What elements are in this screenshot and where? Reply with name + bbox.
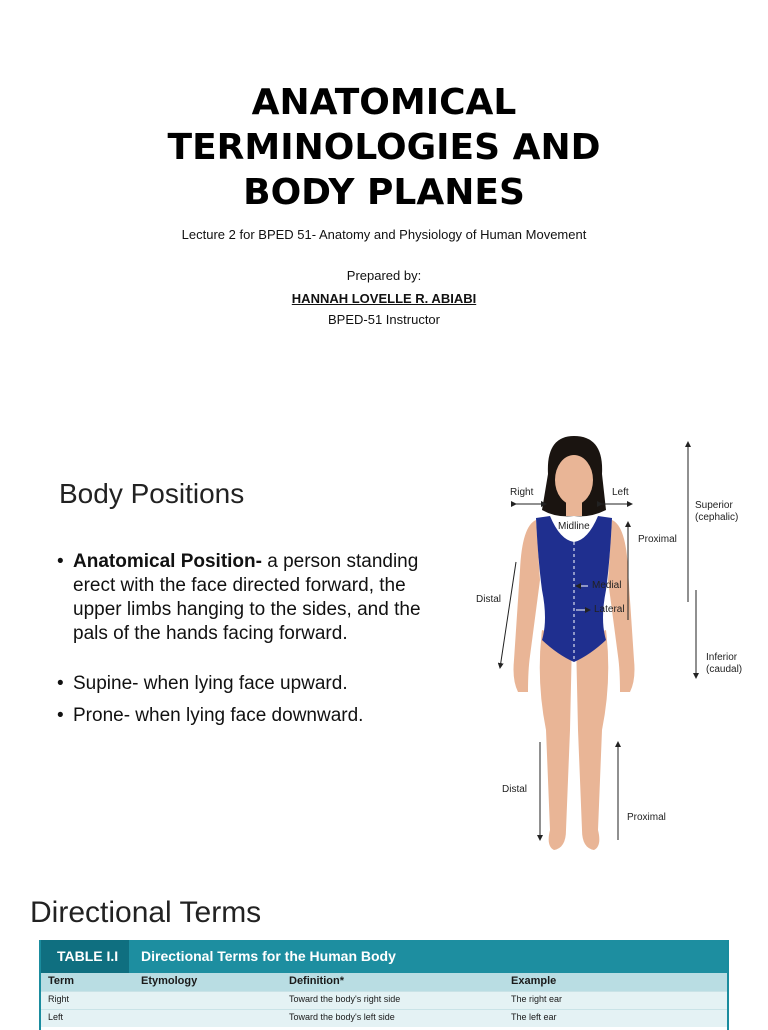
column-header-etymology: Etymology bbox=[141, 975, 198, 987]
cell-definition: Toward the body's right side bbox=[289, 994, 401, 1004]
title-line-3: BODY PLANES bbox=[243, 172, 525, 213]
anatomical-position-figure bbox=[470, 430, 768, 870]
column-header-term: Term bbox=[48, 975, 75, 987]
label-left: Left bbox=[612, 487, 629, 498]
label-distal-lower: Distal bbox=[502, 784, 528, 795]
cell-example: The right ear bbox=[511, 994, 563, 1004]
title-line-1: ANATOMICAL bbox=[251, 82, 517, 123]
label-proximal-lower: Proximal bbox=[627, 812, 666, 823]
label-proximal-upper: Proximal bbox=[638, 534, 677, 545]
directional-terms-table bbox=[39, 940, 729, 1030]
author-role: BPED-51 Instructor bbox=[328, 312, 440, 327]
bullet-text: Supine- when lying face upward. bbox=[73, 673, 348, 694]
directional-terms-slide bbox=[0, 890, 768, 1024]
table-column-headers bbox=[41, 973, 727, 991]
label-lateral: Lateral bbox=[594, 604, 625, 615]
column-header-example: Example bbox=[511, 975, 557, 987]
label-superior-paren: (cephalic) bbox=[695, 512, 739, 523]
label-right: Right bbox=[510, 487, 534, 498]
bullet-list bbox=[57, 550, 427, 728]
cell-term: Left bbox=[48, 1012, 64, 1022]
table-header-bar bbox=[41, 940, 727, 973]
label-midline: Midline bbox=[558, 521, 590, 532]
cell-example: The left ear bbox=[511, 1012, 557, 1022]
label-distal-upper: Distal bbox=[476, 594, 502, 605]
body-positions-slide bbox=[0, 420, 768, 880]
table-number: TABLE I.I bbox=[41, 940, 129, 973]
bullet-prone bbox=[57, 704, 427, 728]
presentation-title bbox=[0, 80, 768, 215]
title-line-2: TERMINOLOGIES AND bbox=[167, 127, 601, 168]
slide-title: Body Positions bbox=[59, 478, 245, 509]
cell-term: Right bbox=[48, 994, 70, 1004]
label-superior: Superior bbox=[695, 500, 733, 511]
slide-title: Directional Terms bbox=[30, 896, 262, 929]
cell-definition: Toward the body's left side bbox=[289, 1012, 395, 1022]
author-name: HANNAH LOVELLE R. ABIABI bbox=[291, 291, 477, 306]
bullet-text: a person standing erect with the face directed forward, the upper limbs hanging to the sides, and the pals of the hands facing forward. bbox=[73, 551, 421, 644]
table-title: Directional Terms for the Human Body bbox=[141, 948, 396, 964]
prepared-by-label: Prepared by: bbox=[346, 268, 422, 283]
bullet-anatomical-position bbox=[57, 550, 427, 646]
label-inferior-paren: (caudal) bbox=[706, 664, 743, 675]
bullet-text: Prone- when lying face downward. bbox=[73, 705, 364, 726]
title-slide bbox=[0, 0, 768, 400]
bullet-term: Anatomical Position- bbox=[73, 551, 262, 572]
bullet-supine bbox=[57, 672, 427, 696]
lecture-subtitle: Lecture 2 for BPED 51- Anatomy and Physiology of Human Movement bbox=[181, 227, 587, 242]
column-header-definition: Definition* bbox=[289, 975, 344, 987]
label-inferior: Inferior bbox=[706, 652, 738, 663]
table-row bbox=[41, 1009, 727, 1027]
table-row bbox=[41, 991, 727, 1009]
label-medial: Medial bbox=[592, 580, 622, 591]
